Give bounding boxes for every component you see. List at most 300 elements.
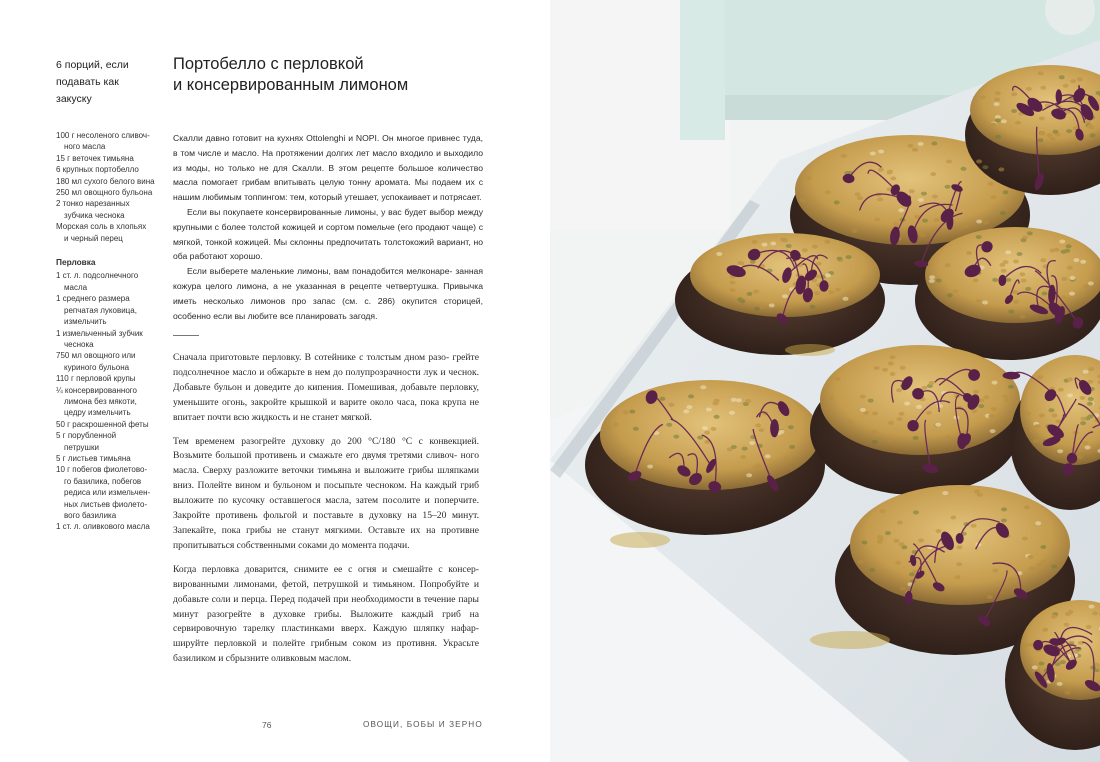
barley-grain <box>976 299 982 303</box>
barley-grain <box>1067 266 1073 270</box>
barley-grain <box>851 229 857 233</box>
barley-grain <box>966 251 972 255</box>
barley-grain <box>929 381 935 385</box>
intro-paragraph: Если вы покупаете консервированные лимоны, у вас будет выбор между крупными с более толстой кожицей и сортом помельче (его продают чаще) с мягкой, тонкой кожицей. Мы склонны предпочитать толстокожий вариант, но оба работают хорошо. <box>173 206 483 262</box>
barley-grain <box>1077 455 1083 459</box>
ingredient-line: вого базилика <box>64 511 117 520</box>
barley-grain <box>835 377 841 381</box>
barley-grain <box>942 491 948 495</box>
barley-grain <box>704 431 710 435</box>
barley-grain <box>1088 414 1094 418</box>
ingredient-item <box>56 328 164 351</box>
barley-grain <box>918 142 924 146</box>
barley-grain <box>759 306 765 310</box>
barley-grain <box>1001 507 1007 511</box>
barley-grain <box>1026 87 1032 91</box>
barley-grain <box>987 595 993 599</box>
barley-grain <box>1085 446 1091 450</box>
barley-grain <box>962 224 968 228</box>
barley-grain <box>1087 380 1093 384</box>
barley-grain <box>1047 133 1053 137</box>
barley-grain <box>683 409 689 413</box>
barley-grain <box>888 421 894 425</box>
barley-grain <box>746 473 752 477</box>
barley-grain <box>893 222 899 226</box>
ingredient-line: 50 г раскрошенной феты <box>56 419 149 429</box>
barley-grain <box>992 569 998 573</box>
barley-grain <box>1087 124 1093 128</box>
barley-grain <box>1058 388 1064 392</box>
barley-grain <box>787 305 793 309</box>
barley-grain <box>1052 413 1058 417</box>
barley-grain <box>921 192 927 196</box>
barley-grain <box>1025 287 1031 291</box>
barley-grain <box>1021 279 1027 283</box>
barley-grain <box>828 290 834 294</box>
ingredient-line: 1 ст. л. подсолнечного <box>56 271 139 281</box>
barley-grain <box>950 516 956 520</box>
barley-grain <box>913 436 919 440</box>
barley-grain <box>899 542 905 546</box>
barley-grain <box>1051 565 1057 569</box>
barley-grain <box>731 398 737 402</box>
barley-grain <box>1042 292 1048 296</box>
barley-grain <box>1088 397 1094 401</box>
barley-grain <box>806 176 812 180</box>
servings-note: 6 порций, если подавать как закуску <box>56 59 129 105</box>
barley-grain <box>1027 555 1033 559</box>
barley-grain <box>659 397 665 401</box>
barley-grain <box>885 531 891 535</box>
barley-grain <box>995 91 1001 95</box>
barley-grain <box>731 445 737 449</box>
barley-grain <box>765 454 771 458</box>
barley-grain <box>779 430 785 434</box>
barley-grain <box>992 278 998 282</box>
barley-grain <box>843 297 849 301</box>
barley-grain <box>749 441 755 445</box>
barley-grain <box>976 235 982 239</box>
section-running-head: ОВОЩИ, БОБЫ И ЗЕРНО <box>363 720 483 729</box>
ingredient-line: 110 г перловой крупы <box>56 374 136 384</box>
barley-grain <box>988 182 994 186</box>
barley-grain <box>994 98 1000 102</box>
barley-grain <box>1089 605 1095 609</box>
barley-grain <box>846 255 852 259</box>
barley-grain <box>1079 396 1085 400</box>
ingredient-line: 100 г несоленого сливоч- <box>56 131 150 140</box>
barley-grain <box>888 361 894 365</box>
barley-grain <box>976 220 982 224</box>
barley-grain <box>1041 560 1047 564</box>
barley-grain <box>782 238 788 242</box>
barley-grain <box>623 410 629 414</box>
barley-grain <box>900 366 906 370</box>
barley-grain <box>702 426 708 430</box>
intro-paragraph: Скалли давно готовит на кухнях Ottolenghi и NOPI. Он многое привнес туда, в том числе и масло. На протяжении долгих лет масло входило и выходило из моды, но только не для Скалли. В этом рецепте большое количество масла помогает грибам впитывать целую тонну аромата. Мы подаем их с нашим любимым топпингом: тем, который утешает, успокаивает и потрясает. <box>173 133 483 203</box>
barley-grain <box>998 167 1004 171</box>
barley-grain <box>673 435 679 439</box>
ingredient-line: го базилика, побегов <box>64 476 142 486</box>
barley-grain <box>857 196 863 200</box>
barley-grain <box>1038 138 1044 142</box>
barley-grain <box>869 568 875 572</box>
barley-grain <box>736 398 742 402</box>
barley-grain <box>1001 269 1007 273</box>
perlovka-ingredients <box>56 270 164 532</box>
barley-grain <box>824 240 830 244</box>
barley-grain <box>1004 399 1010 403</box>
barley-grain <box>921 386 927 390</box>
ingredient-line: 1 измельченный зубчик <box>56 328 143 338</box>
barley-grain <box>897 417 903 421</box>
barley-grain <box>1083 370 1089 374</box>
barley-grain <box>1015 121 1021 125</box>
barley-grain <box>861 541 867 545</box>
barley-grain <box>810 305 816 309</box>
barley-grain <box>1013 259 1019 263</box>
barley-grain <box>1012 290 1018 294</box>
ingredient-line: 1 среднего размера <box>56 294 130 304</box>
barley-grain <box>983 221 989 225</box>
barley-grain <box>1040 258 1046 262</box>
barley-grain <box>750 260 756 264</box>
barley-grain <box>898 208 904 212</box>
barley-grain <box>956 562 962 566</box>
barley-grain <box>1080 421 1086 425</box>
barley-grain <box>874 366 880 370</box>
barley-grain <box>955 575 961 579</box>
barley-grain <box>1067 610 1073 614</box>
barley-grain <box>900 587 906 591</box>
barley-grain <box>1080 417 1086 421</box>
barley-grain <box>814 291 820 295</box>
barley-grain <box>802 248 808 252</box>
barley-grain <box>1050 249 1056 253</box>
barley-grain <box>753 290 759 294</box>
barley-grain <box>961 167 967 171</box>
barley-grain <box>1080 260 1086 264</box>
barley-grain <box>1032 665 1038 669</box>
barley-grain <box>788 425 794 429</box>
barley-grain <box>1024 505 1030 509</box>
barley-grain <box>1057 449 1063 453</box>
barley-grain <box>1005 250 1011 254</box>
portobello-photo-illustration <box>550 0 1100 762</box>
barley-grain <box>1067 377 1073 381</box>
barley-grain <box>877 197 883 201</box>
barley-grain <box>916 405 922 409</box>
barley-grain <box>889 355 895 359</box>
barley-grain <box>855 192 861 196</box>
barley-grain <box>929 275 935 279</box>
barley-grain <box>1025 412 1031 416</box>
barley-grain <box>1067 393 1073 397</box>
barley-grain <box>647 465 653 469</box>
barley-grain <box>897 521 903 525</box>
barley-grain <box>808 201 814 205</box>
barley-grain <box>877 535 883 539</box>
barley-grain <box>1082 441 1088 445</box>
barley-grain <box>1059 240 1065 244</box>
barley-grain <box>971 524 977 528</box>
ingredient-line: куриного бульона <box>64 362 130 372</box>
ingredient-item <box>56 350 164 373</box>
ingredient-line: и черный перец <box>64 233 123 243</box>
barley-grain <box>669 403 675 407</box>
barley-grain <box>835 288 841 292</box>
barley-grain <box>983 395 989 399</box>
barley-grain <box>909 189 915 193</box>
barley-grain <box>729 411 735 415</box>
barley-grain <box>957 545 963 549</box>
ingredient-line: 5 г листьев тимьяна <box>56 453 131 463</box>
ingredient-item <box>56 130 164 153</box>
barley-grain <box>890 176 896 180</box>
barley-grain <box>990 429 996 433</box>
section-divider <box>173 335 199 336</box>
ingredient-line: ных листьев фиолето- <box>64 499 148 509</box>
barley-grain <box>714 399 720 403</box>
barley-grain <box>1002 394 1008 398</box>
barley-grain <box>929 279 935 283</box>
barley-grain <box>812 245 818 249</box>
barley-grain <box>934 218 940 222</box>
barley-grain <box>982 165 988 169</box>
barley-grain <box>868 399 874 403</box>
barley-grain <box>995 118 1001 122</box>
barley-grain <box>896 388 902 392</box>
barley-grain <box>1061 295 1067 299</box>
barley-grain <box>1019 272 1025 276</box>
barley-grain <box>887 439 893 443</box>
barley-grain <box>1000 211 1006 215</box>
barley-grain <box>1069 292 1075 296</box>
barley-grain <box>825 190 831 194</box>
barley-grain <box>665 470 671 474</box>
ingredients-list <box>56 130 164 533</box>
barley-grain <box>800 198 806 202</box>
barley-grain <box>841 154 847 158</box>
ingredient-line: 15 г веточек тимьяна <box>56 153 134 163</box>
barley-grain <box>1048 408 1054 412</box>
barley-grain <box>945 263 951 267</box>
page-number: 76 <box>262 720 272 730</box>
barley-grain <box>935 423 941 427</box>
barley-grain <box>931 142 937 146</box>
barley-grain <box>1070 79 1076 83</box>
barley-grain <box>935 529 941 533</box>
barley-grain <box>899 412 905 416</box>
main-ingredients <box>56 130 164 244</box>
barley-grain <box>878 150 884 154</box>
barley-grain <box>697 436 703 440</box>
stuffed-mushroom <box>585 380 825 535</box>
ingredient-line: 180 мл сухого белого вина <box>56 176 155 186</box>
ingredient-line: зубчика чеснока <box>64 210 125 220</box>
intro-paragraph: Если выберете маленькие лимоны, вам понадобится мелконаре- занная кожура целого лимона, а не указанная в рецепте четвертушка. Привычка иметь несколько лимонов про запас (см. с. 286) окупится сторицей, особенно если вы любите все планировать загодя. <box>173 266 483 321</box>
barley-grain <box>1083 284 1089 288</box>
ingredient-item <box>56 521 164 532</box>
ingredient-line: редиса или измельчен- <box>64 488 151 498</box>
ingredient-item <box>56 385 164 419</box>
barley-grain <box>666 423 672 427</box>
ingredient-line: ного масла <box>64 142 106 152</box>
barley-grain <box>947 293 953 297</box>
barley-grain <box>860 408 866 412</box>
barley-grain <box>1073 258 1079 262</box>
barley-grain <box>1087 402 1093 406</box>
barley-grain <box>730 288 736 292</box>
barley-grain <box>1035 521 1041 525</box>
barley-grain <box>904 402 910 406</box>
method-step: Когда перловка доварится, снимите ее с огня и смешайте с консер- вированными лимонами, фетой, петрушкой и тимьяном. Попробуйте и добавьте соли и перца. Перед подачей при необходимости в течение пары минут разогрейте в духовке грибы. Выложите каждый гриб на сервировочную тарелку пластинками вверх. Каждую шляпку нафар- шируйте перловкой и полейте грибным соком из противня. Украсьте базиликом и сбрызните оливковым маслом. <box>173 563 479 665</box>
barley-grain <box>1017 252 1023 256</box>
barley-grain <box>871 430 877 434</box>
barley-grain <box>1021 238 1027 242</box>
barley-grain <box>988 414 994 418</box>
barley-grain <box>993 309 999 313</box>
ingredient-line: 10 г побегов фиолетово- <box>56 465 148 475</box>
barley-grain <box>858 560 864 564</box>
ingredient-line: 250 мл овощного бульона <box>56 188 153 198</box>
method-text <box>173 351 479 676</box>
ingredient-item <box>56 293 164 327</box>
ingredient-line: ¼ консервированного <box>56 385 137 395</box>
barley-grain <box>945 435 951 439</box>
barley-grain <box>1078 641 1084 645</box>
barley-grain <box>754 307 760 311</box>
ingredient-item <box>56 187 164 198</box>
barley-grain <box>978 404 984 408</box>
barley-grain <box>1034 424 1040 428</box>
barley-grain <box>745 399 751 403</box>
barley-grain <box>711 427 717 431</box>
barley-grain <box>1042 628 1048 632</box>
barley-grain <box>613 423 619 427</box>
barley-grain <box>846 291 852 295</box>
barley-grain <box>783 456 789 460</box>
barley-grain <box>1039 413 1045 417</box>
barley-grain <box>890 372 896 376</box>
ingredient-line: репчатая луковица, <box>64 305 137 315</box>
barley-grain <box>1060 660 1066 664</box>
barley-grain <box>981 120 987 124</box>
barley-grain <box>1030 429 1036 433</box>
barley-grain <box>1037 563 1043 567</box>
barley-grain <box>946 160 952 164</box>
barley-grain <box>872 440 878 444</box>
barley-grain <box>837 257 843 261</box>
barley-grain <box>1059 75 1065 79</box>
barley-grain <box>1024 643 1030 647</box>
barley-grain <box>991 195 997 199</box>
barley-grain <box>714 415 720 419</box>
ingredient-item <box>56 221 164 244</box>
barley-grain <box>936 279 942 283</box>
barley-grain <box>932 195 938 199</box>
ingredient-line: 750 мл овощного или <box>56 351 136 361</box>
barley-grain <box>1003 190 1009 194</box>
barley-grain <box>999 263 1005 267</box>
barley-grain <box>716 252 722 256</box>
barley-grain <box>907 144 913 148</box>
barley-grain <box>1066 129 1072 133</box>
barley-grain <box>1027 231 1033 235</box>
barley-grain <box>1063 84 1069 88</box>
ingredient-line: 1 ст. л. оливкового масла <box>56 522 150 532</box>
barley-grain <box>1008 310 1014 314</box>
barley-grain <box>1066 244 1072 248</box>
barley-grain <box>740 455 746 459</box>
ingredient-line: лимона без мякоти, <box>64 396 137 406</box>
barley-grain <box>973 390 979 394</box>
ingredient-item <box>56 430 164 453</box>
barley-grain <box>1020 315 1026 319</box>
barley-grain <box>882 368 888 372</box>
barley-grain <box>1039 117 1045 121</box>
barley-grain <box>828 396 834 400</box>
barley-grain <box>1069 276 1075 280</box>
ingredient-line: масла <box>64 282 88 292</box>
barley-grain <box>633 427 639 431</box>
ingredient-item <box>56 164 164 175</box>
barley-grain <box>1050 137 1056 141</box>
barley-grain <box>930 172 936 176</box>
barley-grain <box>700 385 706 389</box>
barley-grain <box>1079 293 1085 297</box>
barley-grain <box>1077 77 1083 81</box>
barley-grain <box>913 510 919 514</box>
barley-grain <box>870 152 876 156</box>
barley-grain <box>1008 578 1014 582</box>
barley-grain <box>847 420 853 424</box>
barley-grain <box>762 243 768 247</box>
barley-grain <box>752 240 758 244</box>
ingredient-line: чеснока <box>64 339 94 349</box>
barley-grain <box>912 148 918 152</box>
barley-grain <box>738 261 744 265</box>
barley-grain <box>980 96 986 100</box>
barley-grain <box>789 445 795 449</box>
barley-grain <box>1057 682 1063 686</box>
ingredient-line: 6 крупных портобелло <box>56 165 139 175</box>
ingredient-line: 5 г порубленной <box>56 431 117 441</box>
barley-grain <box>769 303 775 307</box>
barley-grain <box>922 219 928 223</box>
barley-grain <box>1001 119 1007 123</box>
barley-grain <box>1039 662 1045 666</box>
ingredient-item <box>56 419 164 430</box>
barley-grain <box>834 200 840 204</box>
barley-grain <box>1061 250 1067 254</box>
barley-grain <box>994 102 1000 106</box>
barley-grain <box>926 411 932 415</box>
barley-grain <box>747 292 753 296</box>
barley-grain <box>990 123 996 127</box>
window-glass <box>680 0 725 140</box>
barley-grain <box>629 410 635 414</box>
barley-grain <box>1086 625 1092 629</box>
ingredient-item <box>56 373 164 384</box>
ingredient-item <box>56 270 164 293</box>
ingredient-line: измельчить <box>64 317 107 327</box>
ingredient-line: 2 тонко нарезанных <box>56 199 130 209</box>
barley-grain <box>974 490 980 494</box>
intro-text <box>173 131 483 323</box>
barley-grain <box>1061 277 1067 281</box>
ingredient-item <box>56 464 164 521</box>
